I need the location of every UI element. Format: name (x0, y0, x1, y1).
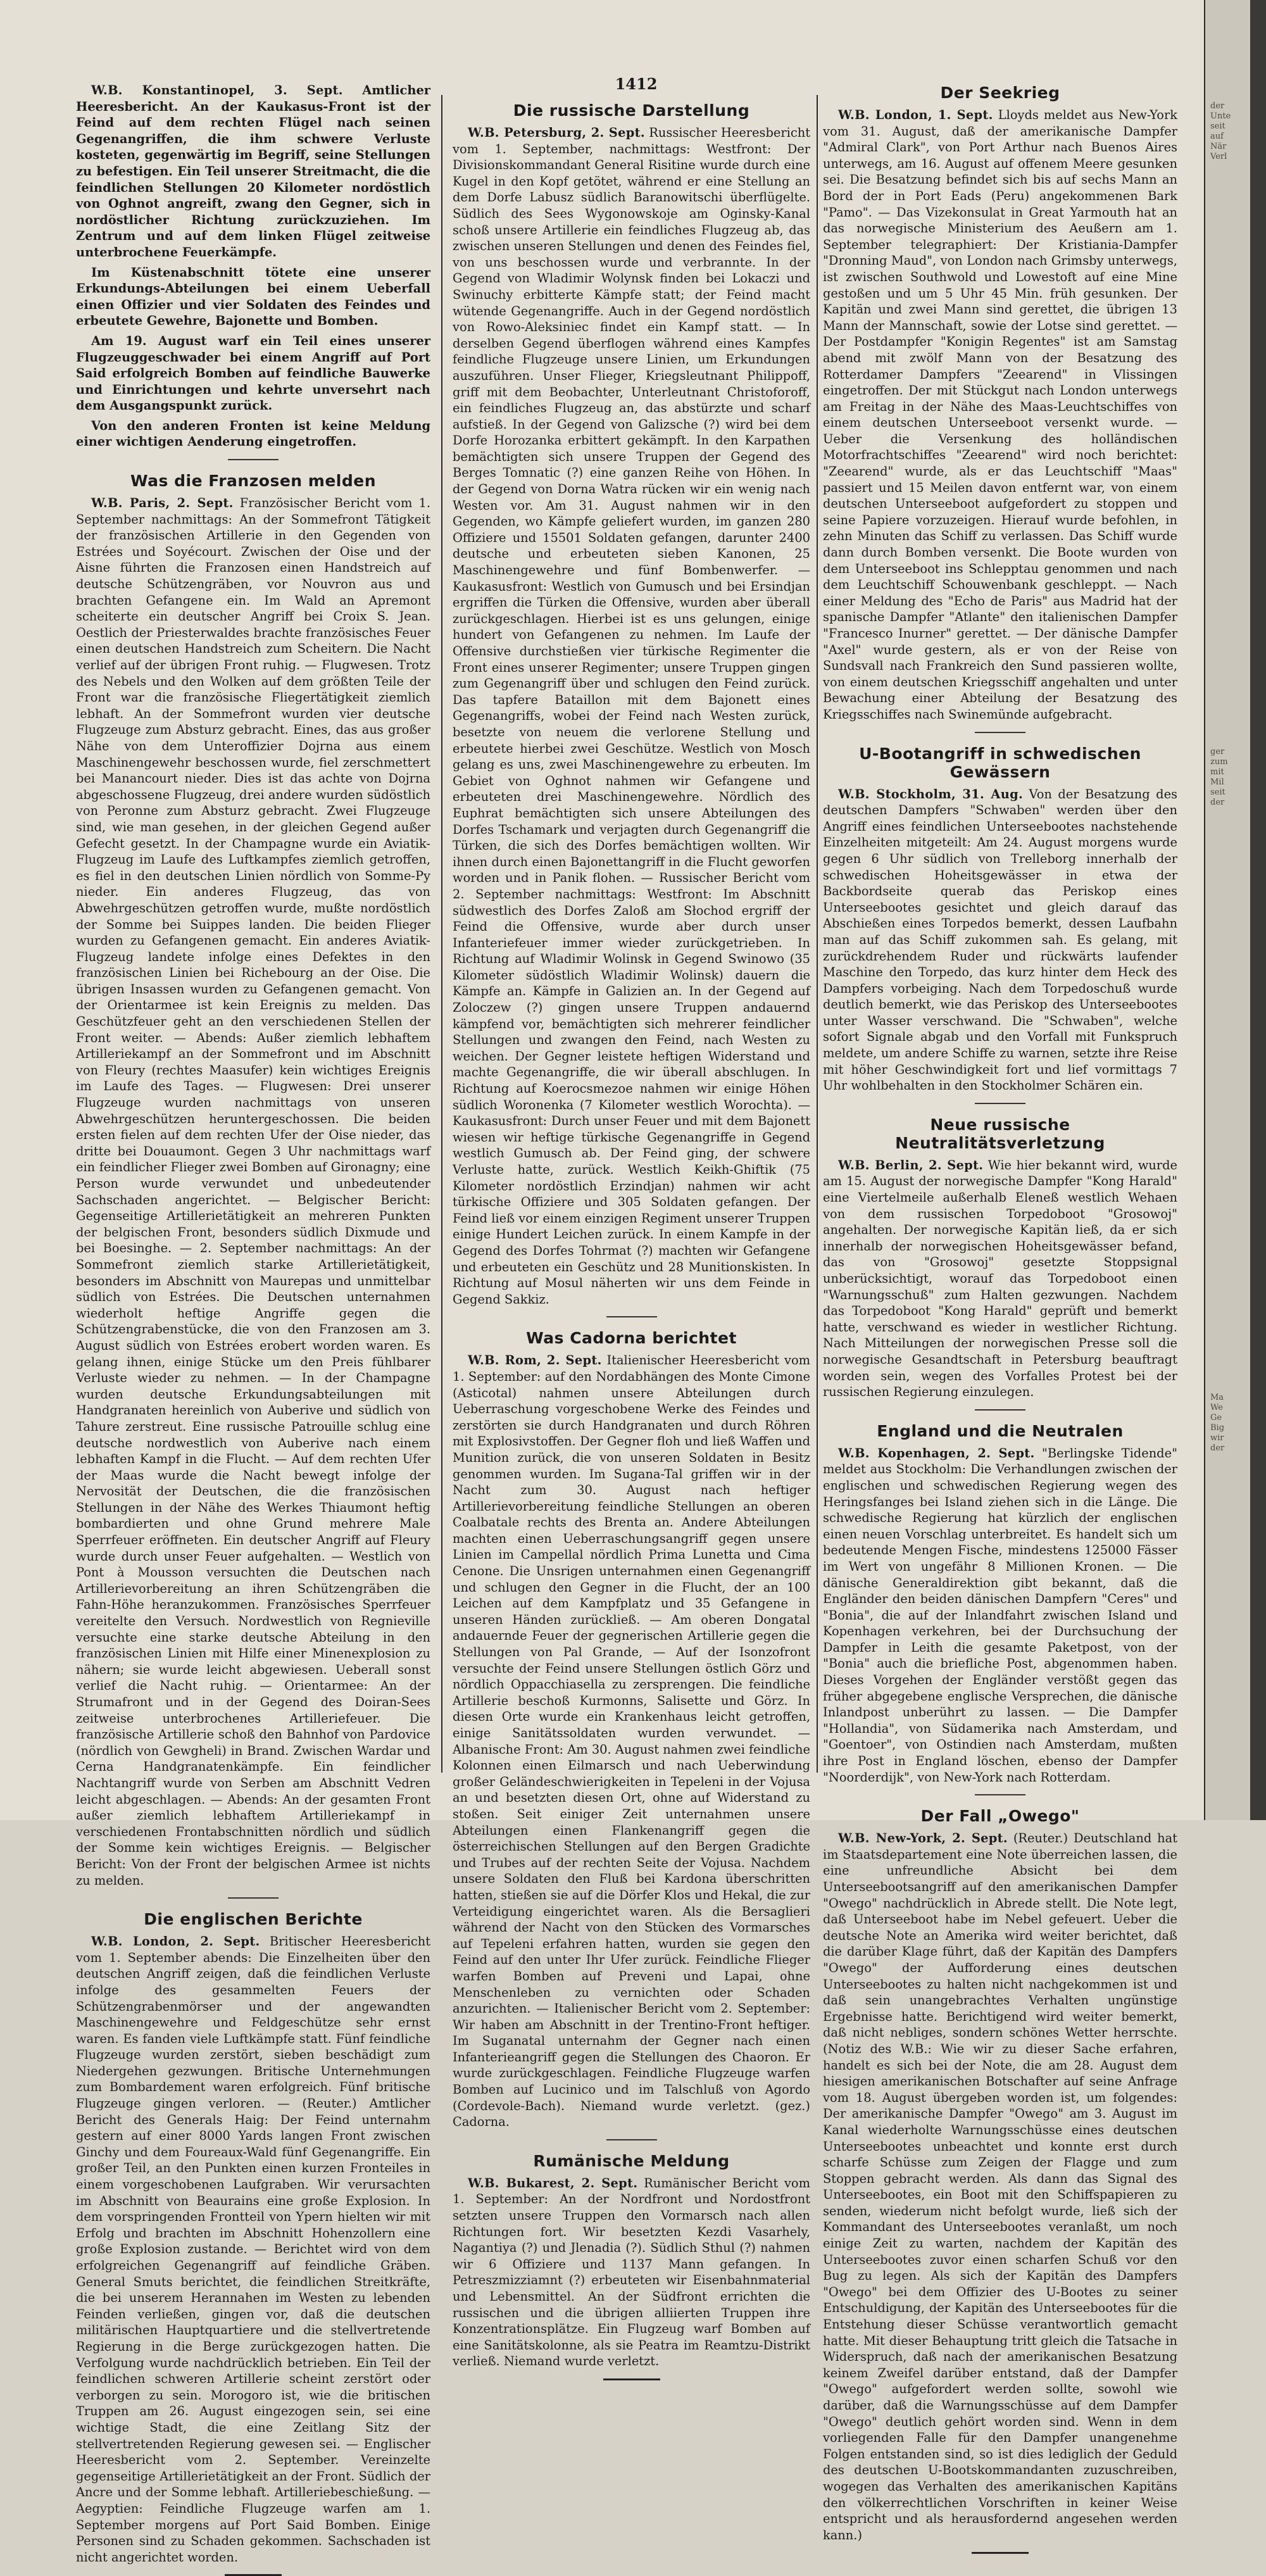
article-headline: Der Seekrieg (940, 84, 1060, 102)
article-separator (603, 2378, 660, 2380)
column-rule (441, 95, 442, 1773)
column-left (76, 82, 430, 2565)
adjacent-page-fragment: Ma We Ge Big wir der (1210, 1393, 1225, 1453)
column-right (823, 82, 1177, 2542)
dateline: W.B. London, 1. Sept. (838, 108, 993, 122)
article-paragraph: W.B. Kopenhagen, 2. Sept. "Berlingske Tidende" meldet aus Stockholm: Die Verhandlungen zwischen der englischen und schwedischen Regierung wegen des Heringsfanges bei Island ziehen sich in die Länge. Die schwedische Regierung hat kürzlich der englischen einen neuen Vorschlag unterbreitet. Es handelt sich um bedeutende Mengen Fische, mindestens 125000 Fässer im Wert von ungefähr 8 Millionen Kronen. — Die dänische Generaldirektion gibt bekannt, daß die Engländer den beiden dänischen Dampfern "Ceres" und "Bonia", die auf der Inlandfahrt zwischen Island und Kopenhagen verkehren, bei der Durchsuchung der Dampfer in Leith die gesamte Paketpost, von der "Bonia" auch die briefliche Post, abgenommen haben. Dieses Vorgehen der Engländer verstößt gegen das früher abgegebene englische Versprechen, die dänische Inlandpost unberührt zu lassen. — Die Dampfer "Hollandia", von Südamerika nach Amsterdam, und "Goentoer", von Ostindien nach Amsterdam, mußten ihre Post in England löschen, ebenso der Dampfer "Noorderdijk", von New-York nach Rotterdam. (823, 1445, 1177, 1785)
article-paragraph: Im Küstenabschnitt tötete eine unserer Erkundungs-Abteilungen bei einem Ueberfall einen Offizier und vier Soldaten des Feindes und erbeutete Gewehre, Bajonette und Bomben. (76, 265, 430, 329)
dateline: W.B. Rom, 2. Sept. (468, 1353, 602, 1368)
article-headline: Was die Franzosen melden (130, 472, 377, 491)
adjacent-page-fragment: der Unte seit auf När Verl (1210, 101, 1231, 161)
dateline: W.B. Kopenhagen, 2. Sept. (838, 1445, 1035, 1461)
article-separator (975, 732, 1025, 733)
article-headline: U-Bootangriff in schwedischen Gewässern (859, 744, 1141, 781)
column-middle (453, 100, 810, 2369)
article-separator (975, 1103, 1025, 1104)
article-separator (606, 1316, 657, 1317)
article-paragraph: Am 19. August warf ein Teil eines unserer Flugzeuggeschwader bei einem Angriff auf Port Said erfolgreich Bomben auf feindliche Bauwerke und Einrichtungen und kehrte unversehrt nach dem Ausgangspunkt zurück. (76, 333, 430, 413)
article-headline: Die englischen Berichte (144, 1910, 363, 1929)
article-paragraph: W.B. London, 2. Sept. Britischer Heeresbericht vom 1. September abends: Die Einzelheiten über den deutschen Angriff zeigen, daß die feindlichen Verluste infolge des gesammelten Feuers der Schützengrabenmörser und der angewandten Maschinengewehre und Feldgeschütze sehr ernst waren. Es fanden viele Luftkämpfe statt. Fünf feindliche Flugzeuge wurden zerstört, sieben beschädigt zum Niedergehen gezwungen. Britische Unternehmungen zum Bombardement waren erfolgreich. Fünf britische Flugzeuge gingen verloren. — (Reuter.) Amtlicher Bericht des Generals Haig: Der Feind unternahm gestern auf einer 8000 Yards langen Front zwischen Ginchy und dem Foureaux-Wald fünf Gegenangriffe. Ein großer Teil, an den Punkten einen kurzen Fronteiles in einem vorgeschobenen Laufgraben. Wir verursachten im Abschnitt von Beaurains eine große Explosion. In dem vorspringenden Frontteil von Ypern hielten wir mit Erfolg und brachten im Abschnitt Hohenzollern eine große Explosion zustande. — Berichtet wird von dem erfolgreichen Gegenangriff auf feindliche Gräben. General Smuts berichtet, die feindlichen Streitkräfte, die bei unserem Herannahen im Westen zu lebenden Feinden verließen, gingen vor, daß die deutschen militärischen Hauptquartiere und die stellvertretende Regierung in die Berge zurückgezogen hatten. Die Verfolgung wurde nachdrücklich betrieben. Ein Teil der feindlichen schweren Artillerie scheint zerstört oder verborgen zu sein. Morogoro ist, wie die britischen Truppen am 26. August eingezogen sein, sei eine wichtige Stadt, die eine Zeitlang Sitz der stellvertretenden Regierung gewesen sei. — Englischer Heeresbericht vom 2. September. Vereinzelte gegenseitige Artillerietätigkeit an der Front. Südlich der Ancre und der Somme lebhaft. Artilleriebeschießung. — Aegyptien: Feindliche Flugzeuge warfen am 1. September morgens auf Port Said Bomben. Einige Personen sind zu Schaden gekommen. Sachschaden ist nicht angerichtet worden. (76, 1934, 430, 2565)
dateline: W.B. Bukarest, 2. Sept. (468, 2175, 638, 2190)
article-paragraph: W.B. London, 1. Sept. Lloyds meldet aus New-York vom 31. August, daß der amerikanische Dampfer "Admiral Clark", von Port Arthur nach Buenos Aires unterwegs, am 16. August auf offenem Meere gesunken sei. Die Besatzung befindet sich bis auf sechs Mann an Bord der in Port Eads (Peru) angekommenen Bark "Pamo". — Das Vizekonsulat in Great Yarmouth hat an das norwegische Ministerium des Aeußern am 1. September telegraphiert: Der Kristiania-Dampfer "Dronning Maud", von London nach Grimsby unterwegs, ist zwischen Southwold und Lowestoft auf eine Mine gestoßen und um 5 Uhr 45 Min. früh gesunken. Der Kapitän und zwei Mann sind gerettet, die übrigen 13 Mann der Mannschaft, sowie der Lotse sind gerettet. — Der Postdampfer "Konigin Regentes" ist am Samstag abend mit zwölf Mann von der Besatzung des Rotterdamer Dampfers "Zeearend" in Vlissingen eingetroffen. Der mit Stückgut nach London unterwegs am Freitag in der Nähe des Maas-Leuchtschiffes von einem deutschen Unterseeboot versenkt wurde. — Ueber die Versenkung des holländischen Motorfrachtschiffes "Zeearend" wird noch berichtet: "Zeearend" wurde, als er das Leuchtschiff "Maas" passiert und 15 Meilen davon entfernt war, von einem deutschen Unterseeboot aufgefordert zu stoppen und seine Papiere vorzuzeigen. Hierauf wurde befohlen, in zehn Minuten das Schiff zu verlassen. Das Schiff wurde dann durch Bomben versenkt. Die Boote wurden von dem Unterseeboot ins Schlepptau genommen und nach dem Leuchtschiff Schouwenbank geschleppt. — Nach einer Meldung des "Echo de Paris" aus Madrid hat der spanische Dampfer "Atlante" den italienischen Dampfer "Francesco Inurner" gerettet. — Der dänische Dampfer "Axel" wurde gestern, als er von der Reise von Sundsvall nach Frankreich den Sund passieren wollte, von einem deutschen Kriegsschiff angehalten und unter Bewachung einer Abteilung der Besatzung des Kriegsschiffes nach Swinemünde aufgebracht. (823, 108, 1177, 722)
article-separator (975, 1409, 1025, 1411)
article-paragraph: W.B. New-York, 2. Sept. (Reuter.) Deutschland hat im Staatsdepartement eine Note überreichen lassen, die eine unfreundliche Absicht bei dem Unterseebootsangriff auf den amerikanischen Dampfer "Owego" nachdrücklich in Abrede stellt. Die Note legt, daß Unterseeboot habe im Nebel gefeuert. Ueber die deutsche Note an Amerika wird weiter berichtet, daß die darüber Klage führt, daß der Kapitän des Dampfers "Owego" der Aufforderung eines deutschen Unterseebootes zu halten nicht nachgekommen ist und daß sein unangebrachtes Verhalten ungünstige Ergebnisse hatte. Berichtigend wird weiter bemerkt, daß nicht nebliges, sondern schönes Wetter herrschte. (Notiz des W.B.: Wie wir zu dieser Sache erfahren, handelt es sich bei der Note, die am 28. August dem hiesigen amerikanischen Botschafter auf seine Anfrage vom 18. August übergeben worden ist, um folgendes: Der amerikanische Dampfer "Owego" am 3. August im Kanal wiederholte Warnungsschüsse eines deutschen Unterseebootes unbeachtet und konnte erst durch scharfe Schüsse zum Zeigen der Flagge und zum Stoppen gebracht werden. Als dann das Signal des Unterseebootes, ein Boot mit den Schiffspapieren zu senden, wiederum nicht befolgt wurde, ließ sich der Kommandant des Unterseebootes veranlaßt, um noch einige Zeit zu warten, nachdem der Kapitän des Unterseebootes zuvor einen scharfen Schuß vor den Bug zu legen. Als sich der Kapitän des Dampfers "Owego" bei dem Offizier des U-Bootes zu seiner Entschuldigung, der Kapitän des Unterseebootes für die Entstehung dieser Schüsse verantwortlich gemacht hatte. Mit dieser Behauptung tritt gleich die Tatsache in Widerspruch, daß nach der amerikanischen Besatzung keinem Zweifel darüber entstand, daß der Dampfer "Owego" aufgefordert werden sollte, sowohl wie darüber, daß die Warnungsschüsse auf dem Dampfer "Owego" deutlich gehört worden sind. Wenn in dem vorliegenden Falle für den Dampfer unangenehme Folgen entstanden sind, so ist dies lediglich der Geduld des deutschen U-Bootskommandanten zuzuschreiben, wogegen das Verhalten des amerikanischen Kapitäns den völkerrechtlichen Vorschriften in keiner Weise entspricht und als herausfordernd angesehen werden kann.) (823, 1831, 1177, 2542)
article-paragraph: W.B. Paris, 2. Sept. Französischer Bericht vom 1. September nachmittags: An der Sommefront Tätigkeit der französischen Artillerie in den Gegenden von Estrées und Soyécourt. Zwischen der Oise und der Aisne führten die Franzosen einen Handstreich auf deutsche Schützengräben, vor Nouvron aus und brachten Gefangene ein. Im Wald an Apremont scheiterte ein deutscher Angriff bei Croix S. Jean. Oestlich der Priesterwaldes brachte französisches Feuer einen deutschen Handstreich zum Scheitern. Die Nacht verlief auf der übrigen Front ruhig. — Flugwesen. Trotz des Nebels und den Wolken auf dem größten Teile der Front war die französische Fliegertätigkeit ziemlich lebhaft. An der Sommefront wurden vier deutsche Flugzeuge zum Absturz gebracht. Eines, das aus großer Nähe von dem Unteroffizier Dojrna aus einem Maschinengewehr beschossen wurde, fiel zerschmettert bei Manancourt nieder. Dies ist das achte von Dojrna abgeschossene Flugzeug, drei andere wurden südöstlich von Peronne zum Absturz gebracht. Zwei Flugzeuge sind, wie man gesehen, in der gleichen Gegend außer Gefecht gesetzt. In der Champagne wurde ein Aviatik-Flugzeug im Laufe des Luftkampfes ziemlich getroffen, es fiel in den deutschen Linien nördlich von Somme-Py nieder. Ein anderes Flugzeug, das von Abwehrgeschützen getroffen wurde, mußte nordöstlich der Somme bei Suippes landen. Die beiden Flieger wurden zu Gefangenen gemacht. Ein anderes Aviatik-Flugzeug landete infolge eines Defektes in den französischen Linien bei Richebourg an der Oise. Die übrigen Insassen wurden zu Gefangenen gemacht. Von der Orientarmee ist kein Ereignis zu melden. Das Geschützfeuer geht an den verschiedenen Stellen der Front weiter. — Abends: Außer ziemlich lebhaftem Artilleriekampf an der Sommefront und im Abschnitt von Fleury (rechtes Maasufer) kein wichtiges Ereignis im Laufe des Tages. — Flugwesen: Drei unserer Flugzeuge wurden nachmittags von unseren Abwehrgeschützen heruntergeschossen. Die beiden ersten fielen auf dem rechten Ufer der Oise nieder, das dritte bei Douaumont. Gegen 3 Uhr nachmittags warf ein feindlicher Flieger zwei Bomben auf Gironagny; eine Person wurde verwundet und unbedeutender Sachschaden angerichtet. — Belgischer Bericht: Gegenseitige Artillerietätigkeit an mehreren Punkten der belgischen Front, besonders südlich Dixmude und bei Boesinghe. — 2. September nachmittags: An der Sommefront ziemlich starke Artillerietätigkeit, besonders im Abschnitt von Maurepas und unmittelbar südlich von Estrées. Die Deutschen unternahmen wiederholt heftige Angriffe gegen die Schützengrabenstücke, die von den Franzosen am 3. August südlich von Estrées erobert worden waren. Es gelang ihnen, einige Stücke um den Preis fühlbarer Verluste wieder zu nehmen. — In der Champagne wurden deutsche Erkundungsabteilungen mit Handgranaten hereinlich von Auberive und südlich von Tahure zerstreut. Eine russische Patrouille schlug eine deutsche nordwestlich von Auberive nach einem lebhaften Kampf in die Flucht. — Auf dem rechten Ufer der Maas wurde die Nacht bewegt infolge der Nervosität der Deutschen, die die französischen Stellungen in der Nähe des Werkes Thiaumont heftig bombardierten und ohne Grund mehrere Male Sperrfeuer eröffneten. Ein deutscher Angriff auf Fleury wurde durch unser Feuer aufgehalten. — Westlich von Pont à Mousson versuchten die Deutschen nach Artillerievorbereitung an ihren Schützengräben die Fahn-Höhe heranzukommen. Französisches Sperrfeuer vereitelte den Versuch. Nordwestlich von Regnieville versuchte eine starke deutsche Abteilung in den französischen Linien mit Hilfe einer Minenexplosion zu nähern; sie wurde leicht abgewiesen. Ueberall sonst verlief die Nacht ruhig. — Orientarmee: An der Strumafront und in der Gegend des Doiran-Sees zeitweise unterbrochenes Artilleriefeuer. Die französische Artillerie schoß den Bahnhof von Pardovice (nördlich von Gewgheli) in Brand. Zwischen Wardar und Cerna Handgranatenkämpfe. Ein feindlicher Nachtangriff wurde von Serben am Abschnitt Vedren leicht abgeschlagen. — Abends: An der gesamten Front außer ziemlich lebhaftem Artilleriekampf in verschiedenen Frontabschnitten nördlich und südlich der Somme kein wichtiges Ereignis. — Belgischer Bericht: Von der Front der belgischen Armee ist nichts zu melden. (76, 496, 430, 1888)
article-separator (972, 2552, 1029, 2554)
article-separator (606, 2139, 657, 2140)
page-number: 1412 (615, 75, 658, 93)
article-paragraph: W.B. Bukarest, 2. Sept. Rumänischer Bericht vom 1. September: An der Nordfront und Nordostfront setzten unsere Truppen den Vormarsch nach allen Richtungen fort. Wir besetzten Kezdi Vasarhely, Nagantiya (?) und Jlenadia (?). Südlich Sthul (?) nahmen wir 6 Offiziere und 1137 Mann gefangen. In Petreszmizziamnt (?) erbeuteten wir Eisenbahnmaterial und Lebensmittel. An der Südfront errichten die russischen und die übrigen alliierten Truppen ihre Konzentrationsplätze. Ein Flugzeug warf Bomben auf eine Sanitätskolonne, als sie Peatra im Reamtzu-Distrikt verließ. Niemand wurde verletzt. (453, 2175, 810, 2369)
scan-border (1250, 0, 1266, 1820)
dateline: W.B. Konstantinopel, 3. Sept. (91, 83, 343, 97)
adjacent-page-fragment: ger zum mit Mil seit der (1210, 747, 1228, 807)
article-headline: Neue russische Neutralitätsverletzung (895, 1115, 1105, 1152)
dateline: W.B. New-York, 2. Sept. (838, 1831, 1008, 1846)
article-separator (975, 1794, 1025, 1795)
article-headline: England und die Neutralen (877, 1421, 1124, 1440)
article-paragraph: W.B. Petersburg, 2. Sept. Russischer Heeresbericht vom 1. September, nachmittags: Westfront: Der Divisionskommandant General Risitine wurde durch eine Kugel in den Kopf getötet, während er eine Stellung an dem Dorfe Labusz südlich Baranowitschi überflügelte. Südlich des Sees Wygonowskoje am Oginsky-Kanal schoß unsere Artillerie ein feindliches Flugzeug ab, das zwischen unseren Stellungen und denen des Feindes fiel, von uns beschossen wurde und verbrannte. In der Gegend von Wladimir Wolynsk finden bei Lokaczi und Swinuchy erbitterte Kämpfe statt; der Feind macht wütende Gegenangriffe. Auch in der Gegend nordöstlich von Rowo-Aleksiniec findet ein Kampf statt. — In derselben Gegend überflogen während eines Kampfes feindliche Flugzeuge unsere Linien, um Erkundungen auszuführen. Unser Flieger, Kriegsleutnant Philippoff, griff mit dem Beobachter, Unterleutnant Christoforoff, ein feindliches Flugzeug an, das abstürzte und scharf aufstieß. In der Gegend von Galizsche (?) wird bei dem Dorfe Horozanka erbittert gekämpft. In den Karpathen bemächtigten sich unsere Truppen der Gegend des Berges Tomnatic (?) eine ganzen Reihe von Höhen. In der Gegend von Dorna Watra rücken wir ein wenig nach Westen vor. Am 31. August nahmen wir in den Gegenden, wo Kämpfe geliefert wurden, im ganzen 280 Offiziere und 15501 Soldaten gefangen, darunter 2400 deutsche und erbeuteten sieben Kanonen, 25 Maschinengewehre und fünf Bombenwerfer. — Kaukasusfront: Westlich von Gumusch und bei Ersindjan ergriffen die Türken die Offensive, wurden aber überall zurückgeschlagen. Hierbei ist es uns gelungen, einige hundert von Gefangenen zu nehmen. Im Laufe der Offensive durchstießen vier türkische Regimenter die Front eines unserer Regimenter; unsere Truppen gingen zum Gegenangriff über und schlugen den Feind zurück. Das tapfere Bataillon mit dem Bajonett eines Gegenangriffs, wobei der Feind nach Westen zurück, besetzte von neuem die verlorene Stellung und erbeutete hierbei zwei Geschütze. Westlich von Mosch gelang es uns, zwei Maschinengewehre zu erbeuten. Im Gebiet von Oghnot nahmen wir Gefangene und erbeuteten drei Maschinengewehre. Nördlich des Euphrat bemächtigten sich unsere Abteilungen des Dorfes Tschamark und verjagten durch Gegenangriff die Türken, die sich des Dorfes bemächtigen wollten. Wir ihnen durch einen Bajonettangriff in die Flucht geworfen worden und in Panik flohen. — Russischer Bericht vom 2. September nachmittags: Westfront: Im Abschnitt südwestlich des Dorfes Zaloß am Słochod ergriff der Feind die Offensive, wurde aber durch unser Infanteriefeuer immer wieder zurückgetrieben. In Richtung auf Wladimir Wolinsk in Gegend Swinowo (35 Kilometer südöstlich Wladimir Wolinsk) dauern die Kämpfe an. Kämpfe in Galizien an. In der Gegend auf Zoloczew (?) gingen unsere Truppen andauernd kämpfend vor, bemächtigten sich mehrerer feindlicher Stellungen und zwangen den Feind, nach Westen zu weichen. Der Gegner leistete heftigen Widerstand und machte Gegenangriffe, die wir überall abschlugen. In Richtung auf Koerocsmezoe nahmen wir einige Höhen südlich Woronenka (7 Kilometer westlich Worochta). — Kaukasusfront: Durch unser Feuer und mit dem Bajonett wiesen wir heftige türkische Gegenangriffe in Gegend westlich Gumusch ab. Der Feind ging, der schwere Verluste hatte, zurück. Westlich Keikh-Ghiftik (75 Kilometer nordöstlich Erzindjan) nahmen wir acht türkische Offiziere und 305 Soldaten gefangen. Der Feind ließ vor einem einzigen Regiment unserer Truppen einige Hundert Leichen zurück. In einem Kampfe in der Gegend des Dorfes Tohrmat (?) machten wir Gefangene und erbeuteten ein Geschütz und 28 Munitionskisten. In Richtung auf Mosul näherten wir uns dem Feinde in Gegend Sakkiz. (453, 125, 810, 1307)
article-headline: Was Cadorna berichtet (526, 1329, 737, 1348)
dateline: W.B. Berlin, 2. Sept. (838, 1157, 984, 1172)
article-paragraph: W.B. Berlin, 2. Sept. Wie hier bekannt wird, wurde am 15. August der norwegische Dampfer "Kong Harald" eine Viertelmeile außerhalb Eleneß westlich Wehaen von dem russischen Torpedoboot "Grosowoj" angehalten. Der norwegische Kapitän ließ, da er sich innerhalb der norwegischen Hoheitsgewässer befand, das von "Grosowoj" gesetzte Stoppsignal unberücksichtigt, worauf das Torpedoboot einen "Warnungsschuß" zum Halten gezwungen. Nachdem das Torpedoboot "Kong Harald" geprüft und bemerkt hatte, verschwand es wieder in westlicher Richtung. Nach Mitteilungen der norwegischen Presse soll die norwegische Gesandtschaft in Petersburg beauftragt worden sein, wegen des Vorfalles Protest bei der russischen Regierung einzulegen. (823, 1157, 1177, 1400)
article-headline: Der Fall „Owego" (920, 1807, 1080, 1826)
article-paragraph: W.B. Rom, 2. Sept. Italienischer Heeresbericht vom 1. September: auf den Nordabhängen des Monte Cimone (Asticotal) nahmen unsere Abteilungen durch Ueberraschung vorgeschobene Werke des Feindes und zerstörten sie durch Handgranaten und durch Röhren mit Explosivstoffen. Der Gegner floh und ließ Waffen und Munition zurück, die von unseren Soldaten in Besitz genommen wurden. Im Sugana-Tal griffen wir in der Nacht zum 30. August nach heftiger Artillerievorbereitung feindliche Stellungen an oberen Coalbatale rechts des Brenta an. Andere Abteilungen machten einen Ueberraschungsangriff gegen unsere Linien im Campellal nördlich Prima Lunetta und Cima Cenone. Die Unsrigen unternahmen einen Gegenangriff und schlugen den Gegner in die Flucht, der an 100 Leichen auf dem Kampfplatz und 35 Gefangene in unseren Händen zurückließ. — Am oberen Dongatal andauernde Feuer der gegnerischen Artillerie gegen die Stellungen von Pal Grande, — Auf der Isonzofront versuchte der Feind unsere Stellungen östlich Görz und nördlich Oppacchiasella zu zersprengen. Die feindliche Artillerie beschoß Kurmonns, Salisette und Görz. In diesen Orte wurde ein Krankenhaus leicht getroffen, einige Sanitätssoldaten wurden verwundet. — Albanische Front: Am 30. August nahmen zwei feindliche Kolonnen einen Eilmarsch und nach Ueberwindung großer Geländeschwierigkeiten in Tepeleni in der Vojusa an und besetzten diesen Ort, ohne auf Widerstand zu stoßen. Seit einiger Zeit unternahmen unsere Abteilungen einen Flankenangriff gegen die österreichischen Stellungen auf den Bergen Gradichte und Trubes auf der rechten Seite der Vojusa. Nachdem unsere Soldaten den Fluß bei Kardona überschritten hatten, stießen sie auf die Dörfer Klos und Hekal, die zur Verteidigung eingerichtet waren. Als die Bersaglieri während der Nacht von den Stücken des Vormarsches auf Tepeleni erfahren hatten, wurden sie gegen den Feind auf den unter Ihr Ufer zurück. Feindliche Flieger warfen Bomben auf Preveni und Lapai, ohne Menschenleben zu vernichten oder Schaden anzurichten. — Italienischer Bericht vom 2. September: Wir haben am Abschnitt in der Trentino-Front heftiger. Im Suganatal unternahm der Gegner nach einen Infanterieangriff gegen die Stellungen des Chaoron. Er wurde zurückgeschlagen. Feindliche Flugzeuge warfen Bomben auf Lucinico und im Talschluß von Agordo (Cordevole-Bach). Niemand wurde verletzt. (gez.) Cadorna. (453, 1353, 810, 2130)
dateline: W.B. Petersburg, 2. Sept. (468, 125, 645, 140)
article-paragraph: W.B. Stockholm, 31. Aug. Von der Besatzung des deutschen Dampfers "Schwaben" werden über den Angriff eines feindlichen Unterseebootes nachstehende Einzelheiten mitgeteilt: Am 24. August morgens wurde gegen 6 Uhr südlich von Trelleborg innerhalb der schwedischen Hoheitsgewässer in etwa der Backbordseite querab das Periskop eines Unterseebootes gesichtet und gleich darauf das Abschießen eines Torpedos bemerkt, dessen Laufbahn man auf das Schiff zukommen sah. Es gelang, mit zurückdrehendem Ruder und rückwärts laufender Maschine den Torpedo, das kurz hinter dem Heck des Dampfers vorbeiging. Nach dem Torpedoschuß wurde deutlich bemerkt, wie das Periskop des Unterseebootes unter Wasser verschwand. Die "Schwaben", welche sofort Signale abgab und den Vorfall mit Funkspruch meldete, um andere Schiffe zu warnen, setzte ihre Reise mit höher Geschwindigkeit fort und lief vormittags 7 Uhr wohlbehalten in den Stockholmer Schären ein. (823, 786, 1177, 1093)
article-paragraph: W.B. Konstantinopel, 3. Sept. Amtlicher Heeresbericht. An der Kaukasus-Front ist der Feind auf dem rechten Flügel nach seinen Gegenangriffen, die ihm schwere Verluste kosteten, gegenwärtig im Begriff, seine Stellungen zu befestigen. Ein Teil unserer Streitmacht, die die feindlichen Stellungen 20 Kilometer nordöstlich von Oghnot angreift, zwang den Gegner, sich in nordöstlicher Richtung zurückzuziehen. Im Zentrum und auf dem linken Flügel zeitweise unterbrochene Feuerkämpfe. (76, 83, 430, 260)
article-separator (228, 459, 279, 460)
article-paragraph: Von den anderen Fronten ist keine Meldung einer wichtigen Aenderung eingetroffen. (76, 418, 430, 449)
dateline: W.B. Paris, 2. Sept. (91, 496, 234, 511)
column-rule (817, 95, 818, 1773)
dateline: W.B. Stockholm, 31. Aug. (838, 786, 1024, 801)
article-separator (228, 1897, 279, 1899)
article-headline: Die russische Darstellung (513, 101, 750, 120)
dateline: W.B. London, 2. Sept. (91, 1934, 260, 1949)
article-headline: Rumänische Meldung (533, 2151, 730, 2170)
adjacent-page-edge (1204, 0, 1251, 1820)
